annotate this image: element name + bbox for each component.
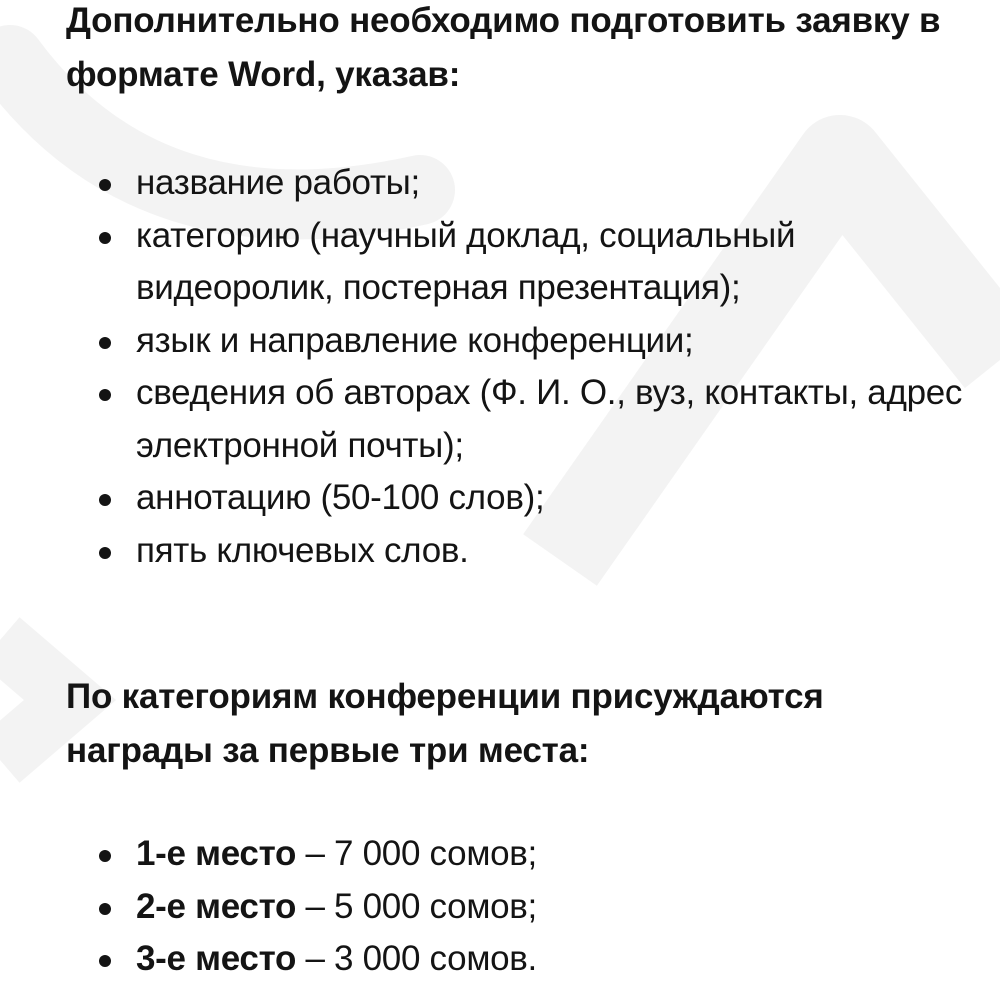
list-item: сведения об авторах (Ф. И. О., вуз, контакты, адрес электронной почты); bbox=[66, 367, 966, 472]
prize-amount: – 7 000 сомов; bbox=[296, 834, 537, 873]
prize-place: 1-е место bbox=[136, 834, 297, 873]
prize-place: 2-е место bbox=[136, 886, 297, 926]
prize-item bbox=[66, 881, 966, 934]
bullet-icon bbox=[99, 955, 111, 967]
list-item: язык и направление конференции; bbox=[66, 315, 966, 368]
prize-amount: – 3 000 сомов. bbox=[296, 939, 537, 978]
prize-place: 3-е место bbox=[136, 939, 297, 978]
prize-item bbox=[66, 933, 966, 986]
bullet-icon bbox=[99, 337, 111, 349]
awards-list bbox=[66, 828, 966, 986]
list-item: категорию (научный доклад, социальный видеоролик, постерная презентация); bbox=[66, 210, 966, 315]
list-item: аннотацию (50-100 слов); bbox=[66, 472, 966, 525]
awards-heading: По категориям конференции присуждаются награды за первые три места: bbox=[66, 677, 824, 770]
bullet-icon bbox=[99, 232, 111, 244]
bullet-icon bbox=[99, 547, 111, 559]
prize-item bbox=[66, 828, 966, 881]
bullet-icon bbox=[99, 850, 111, 862]
bullet-icon bbox=[99, 389, 111, 401]
prize-amount: – 5 000 сомов; bbox=[296, 886, 537, 926]
application-requirements-heading: Дополнительно необходимо подготовить заявку в формате Word, указав: bbox=[66, 1, 941, 94]
bullet-icon bbox=[99, 903, 111, 915]
bullet-icon bbox=[99, 494, 111, 506]
list-item: название работы; bbox=[66, 157, 966, 210]
bullet-icon bbox=[99, 179, 111, 191]
application-requirements-list bbox=[66, 157, 966, 577]
list-item: пять ключевых слов. bbox=[66, 525, 966, 578]
